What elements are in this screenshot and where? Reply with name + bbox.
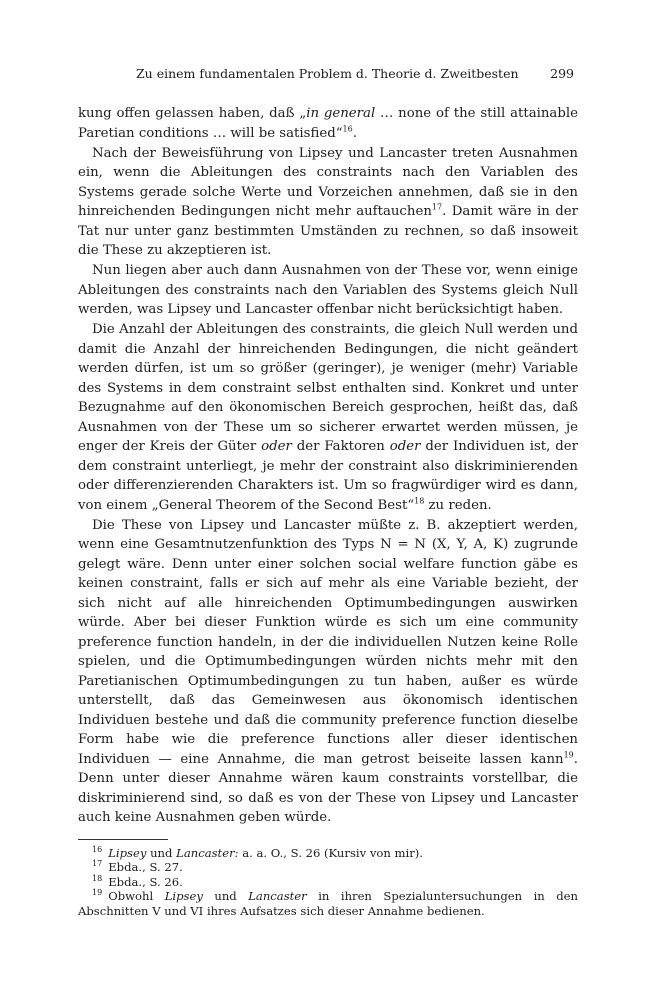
paragraph-2: Nach der Beweisführung von Lipsey und Lancaster treten Ausnahmen ein, wenn die Ableitungen des constraints nach den Variablen des Systems gerade solche Werte und Vorzeichen annehmen, daß sie in den hinreichenden Bedingungen nicht mehr auftauchen$^{17}$. Damit wäre in der Tat nur unter ganz bestimmten Umständen zu rechnen, so daß insoweit die These zu akzeptieren ist. [78,145,579,258]
paragraph-4: Die Anzahl der Ableitungen des constraints, die gleich Null werden und damit die Anzahl der hinreichenden Bedingungen, die nicht geändert werden dürfen, ist um so größer (geringer), je weniger (mehr) Variable des Systems in dem constraint selbst enthalten sind. Konkret und unter Bezugnahme auf den ökonomischen Bereich gesprochen, heißt das, daß Ausnahmen von der These um so sicherer erwartet werden müssen, je enger der Kreis der Güter oder der Faktoren oder der Individuen ist, der dem constraint unterliegt, je mehr der constraint also diskriminierenden oder differenzierenden Charakters ist. Um so fragwürdiger wird es dann, von einem „General Theorem of the Second Best“$^{18}$ zu reden. [78,322,578,513]
page-number: 299 [550,66,574,81]
body-text [78,104,578,828]
footnote-19: $^{19}$ Obwohl Lipsey und Lancaster in ihren Spezialuntersuchungen in den Abschnitten V und VI ihres Aufsatzes sich dieser Annahme bedienen. [78,888,578,918]
footnote-18: $^{18}$ Ebda., S. 26. [92,873,183,889]
footnote-divider [78,839,168,840]
footnote-ref-16: 16 [342,124,353,134]
footnote-17: $^{17}$ Ebda., S. 27. [92,859,183,874]
book-page [78,60,578,918]
footnote-16: $^{16}$ Lipsey und Lancaster: a. a. O., S. 26 (Kursiv von mir). [92,844,423,860]
running-header [78,60,578,80]
footnote-ref-18: 18 [414,496,425,506]
paragraph-5: Die These von Lipsey und Lancaster müßte z. B. akzeptiert werden, wenn eine Gesamtnutzenfunktion des Typs N = N (X, Y, A, K) zugrunde gelegt wäre. Denn unter einer solchen social welfare function gäbe es keinen constraint, falls er sich auf mehr als eine Variable bezieht, der sich nicht auf alle hinreichenden Optimumbedingungen auswirken würde. Aber bei dieser Funktion würde es sich um eine community preference function handeln, in der die individuellen Nutzen keine Rolle spielen, und die Optimumbedingungen würden nichts mehr mit den Paretianischen Optimumbedingungen zu tun haben, außer es würde unterstellt, daß das Gemeinwesen aus ökonomisch identischen Individuen bestehe und daß die community preference function dieselbe Form habe wie die preference functions aller dieser identischen Individuen — eine Annahme, die man getrost beiseite lassen kann$^{19}$. Denn unter dieser Annahme wären kaum constraints vorstellbar, die diskriminierend sind, so daß es von der These von Lipsey und Lancaster auch keine Ausnahmen geben würde. [78,517,578,825]
footnotes [78,839,578,919]
paragraph-1: kung offen gelassen haben, daß „in general … none of the still attainable Paretian conditions … will be satisfied“$^{16}$. [78,106,578,141]
running-title: Zu einem fundamentalen Problem d. Theorie d. Zweitbesten [136,66,519,81]
footnote-ref-17: 17 [431,202,443,212]
paragraph-3: Nun liegen aber auch dann Ausnahmen von der These vor, wenn einige Ableitungen des constraints nach den Variablen des Systems gleich Null werden, was Lipsey und Lancaster offenbar nicht berücksichtigt haben. [78,263,578,317]
footnote-ref-19: 19 [563,750,574,760]
